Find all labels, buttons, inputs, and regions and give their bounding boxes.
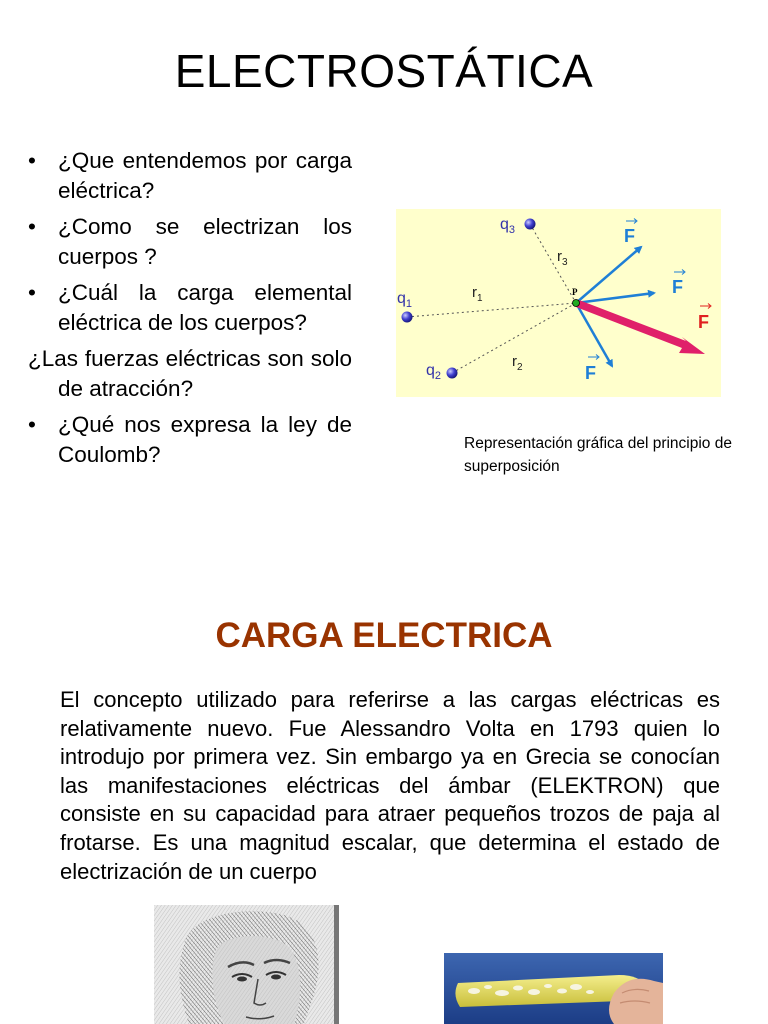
- svg-text:F: F: [624, 226, 635, 246]
- q1-label: $q_1$: [397, 290, 413, 310]
- list-item: [28, 410, 352, 470]
- q3-label: $q_3$: [500, 216, 516, 236]
- amber-rod-image: [444, 953, 663, 1024]
- resultant-label: [698, 304, 711, 333]
- diagram-svg: [396, 209, 721, 397]
- list-item-text: ¿Como se electrizan los cuerpos ?: [58, 214, 352, 269]
- list-item: [28, 278, 352, 338]
- r1-label: $r_1$: [472, 284, 483, 304]
- portrait-image: [154, 905, 339, 1024]
- svg-text:F: F: [698, 312, 709, 332]
- list-item-text: ¿Las fuerzas eléctricas son solo de atracción?: [28, 346, 352, 401]
- amber-rod-photo: [444, 953, 663, 1024]
- bullet: •: [28, 214, 36, 239]
- force-label-3: [585, 355, 599, 384]
- bullet: •: [28, 280, 36, 305]
- list-item: [28, 344, 352, 404]
- svg-text:F: F: [585, 363, 596, 383]
- charge-q2: [447, 368, 458, 379]
- bullet: •: [28, 148, 36, 173]
- list-item: [28, 146, 352, 206]
- force-arrow-1: [576, 247, 641, 303]
- section-heading: CARGA ELECTRICA: [215, 616, 553, 655]
- r1-line: [407, 303, 576, 317]
- point-p-label: P: [572, 287, 578, 297]
- point-p: [573, 300, 580, 307]
- bullet: •: [28, 412, 36, 437]
- diagram-caption: Representación gráfica del principio de superposición: [464, 435, 732, 475]
- q2-label: $q_2$: [426, 362, 442, 382]
- portrait-engraving: [154, 905, 339, 1024]
- force-label-2: [672, 270, 685, 298]
- charge-q1: [402, 312, 413, 323]
- list-item-text: ¿Cuál la carga elemental eléctrica de los cuerpos?: [58, 280, 352, 335]
- r2-label: $r_2$: [512, 353, 523, 373]
- svg-text:F: F: [672, 277, 683, 297]
- question-list: [28, 146, 352, 476]
- page-title: ELECTROSTÁTICA: [174, 45, 594, 97]
- list-item-text: ¿Que entendemos por carga eléctrica?: [58, 148, 352, 203]
- r3-label: $r_3$: [557, 248, 568, 268]
- resultant-arrow: [576, 300, 705, 354]
- list-item: [28, 212, 352, 272]
- list-item-text: ¿Qué nos expresa la ley de Coulomb?: [58, 412, 352, 467]
- r3-line: [530, 224, 576, 303]
- charge-q3: [525, 219, 536, 230]
- force-label-1: [624, 219, 637, 247]
- section-body: El concepto utilizado para referirse a las cargas eléctricas es relativamente nuevo. Fue Alessandro Volta en 1793 quien lo introdujo por primera vez. Sin embargo ya en Grecia se conocían las manifestaciones eléctricas del ámbar (ELEKTRON) que consiste en su capacidad para atraer pequeños trozos de paja al frotarse. Es una magnitud escalar, que determina el estado de electrización de un cuerpo: [60, 687, 720, 884]
- superposition-diagram: [396, 209, 721, 397]
